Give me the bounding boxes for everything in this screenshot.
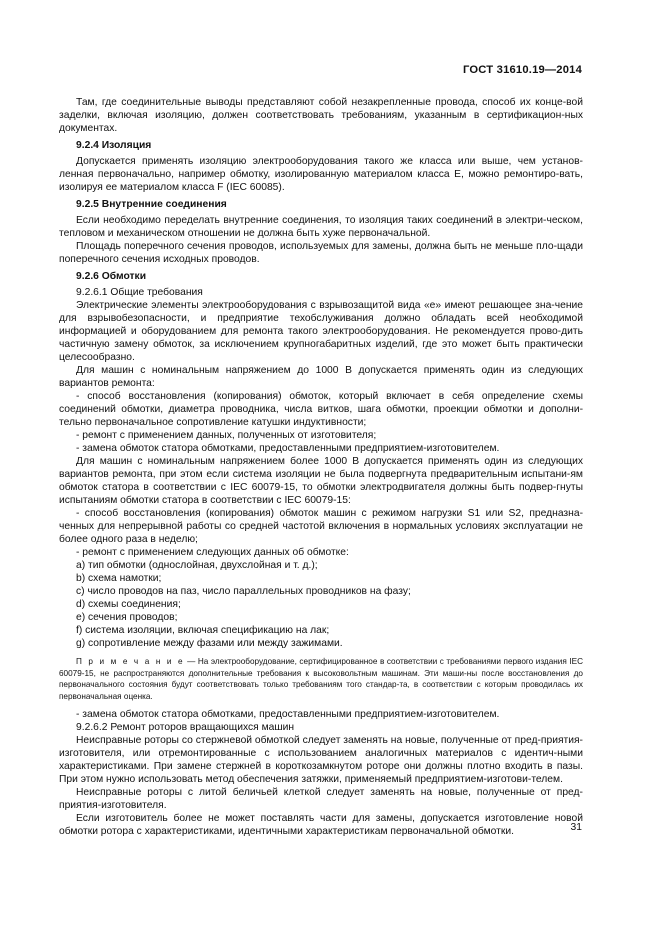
section-9-2-6-paragraph: Для машин с номинальным напряжением до 1000 В допускается применять один из следующих вариантов ремонта: <box>59 365 583 389</box>
subsection-9-2-6-1-title: 9.2.6.1 Общие требования <box>76 287 203 298</box>
list-item: - способ восстановления (копирования) обмоток машин с режимом нагрузки S1 или S2, предназна-ченных для непрерывной работы со средней частотой включения в нормальных условиях эксплуатации не более одного раза в неделю; <box>59 508 583 545</box>
list-item: - замена обмоток статора обмотками, предоставленными предприятием-изготовителем. <box>76 709 500 720</box>
section-9-2-6-2-paragraph: Если изготовитель более не может поставлять части для замены, допускается изготовление новой обмотки ротора с характеристиками, идентичными характеристикам первоначальной обмотки. <box>59 813 583 837</box>
section-9-2-6-paragraph: Для машин с номинальным напряжением более 1000 В допускается применять один из следующих вариантов ремонта, при этом если система изоляции не была подвергнута предварительным испытани-ям обмоток статора в соответствии с IEC 60079-15, то обмотки электродвигателя должны быть подвер-гнуты испытаниям обмотки статора в соответствии с IEC 60079-15: <box>59 456 583 506</box>
list-item: - ремонт с применением следующих данных об обмотке: <box>76 547 349 558</box>
section-9-2-6-paragraph: Электрические элементы электрооборудования с взрывозащитой вида «е» имеют решающее зна-чение для взрывобезопасности, и предприятие техобслуживания должно обладать всей необходимой информацией и оборудованием для ремонта такого электрооборудования. Не рекомендуется прово-дить частичную замену обмоток, за исключением крупногабаритных изделий, где это может быть практически целесообразно. <box>59 300 583 363</box>
note-text: — На электрооборудование, сертифицированное в соответствии с требованиями первого издания IEC 60079-15, не распространяются дополнительные требования к высоковольтным машинам. Эти маши-ны после восстановления до первоначального состояния будут соответствовать только требованиям того стандар-та, в соответствии с которым проводилась их первоначальная оценка. <box>59 657 583 701</box>
section-9-2-6-title: 9.2.6 Обмотки <box>76 271 147 282</box>
letter-item: f) система изоляции, включая спецификацию на лак; <box>76 625 330 636</box>
letter-item: g) сопротивление между фазами или между зажимами. <box>76 638 343 649</box>
section-9-2-5-title: 9.2.5 Внутренние соединения <box>76 199 227 210</box>
document-header: ГОСТ 31610.19—2014 <box>463 64 582 76</box>
section-9-2-4-title: 9.2.4 Изоляция <box>76 140 152 151</box>
letter-item: e) сечения проводов; <box>76 612 178 623</box>
letter-item: d) схемы соединения; <box>76 599 181 610</box>
section-9-2-4-text: Допускается применять изоляцию электрооборудования такого же класса или выше, чем установ-ленная первоначально, например обмотку, изолированную материалом класса E, можно ремонтиро-вать, изолируя ее материалом класса F (IEC 60085). <box>59 156 583 193</box>
note-label: П р и м е ч а н и е <box>76 657 185 666</box>
page-content <box>59 96 583 838</box>
note <box>59 656 583 702</box>
letter-item: c) число проводов на паз, число параллельных проводников на фазу; <box>76 586 411 597</box>
letter-item: a) тип обмотки (однослойная, двухслойная и т. д.); <box>76 560 318 571</box>
section-9-2-6-2-paragraph: Неисправные роторы со стержневой обмоткой следует заменять на новые, полученные от пред-приятия-изготовителя, или отремонтированные с использованием аналогичных материалов с идентич-ными характеристиками. При замене стержней в короткозамкнутом роторе они должны плотно входить в пазы. При этом нужно использовать метод обеспечения затяжки, применяемый предприятием-изготови-телем. <box>59 735 583 785</box>
list-item: - замена обмоток статора обмотками, предоставленными предприятием-изготовителем. <box>76 443 500 454</box>
section-9-2-5-paragraph: Площадь поперечного сечения проводов, используемых для замены, должна быть не меньше пло-щади поперечного сечения исходных проводов. <box>59 241 583 265</box>
list-item: - ремонт с применением данных, полученных от изготовителя; <box>76 430 377 441</box>
list-item: - способ восстановления (копирования) обмоток, который включает в себя определение схемы соединений обмотки, диаметра проводника, числа витков, шага обмотки, проекции обмотки и дополни-тельно первоначальное сопротивление катушки индуктивности; <box>59 391 583 428</box>
page-number: 31 <box>570 822 582 833</box>
intro-paragraph: Там, где соединительные выводы представляют собой незакрепленные провода, способ их конце-вой заделки, включая изоляцию, должен соответствовать требованиям, указанным в сертификацион-ных документах. <box>59 97 583 134</box>
section-9-2-5-paragraph: Если необходимо переделать внутренние соединения, то изоляция таких соединений в электри-ческом, тепловом и механическом отношении не должна быть хуже первоначальной. <box>59 215 583 239</box>
section-9-2-6-2-paragraph: Неисправные роторы с литой беличьей клеткой следует заменять на новые, полученные от пред-приятия-изготовителя. <box>59 787 583 811</box>
letter-item: b) схема намотки; <box>76 573 162 584</box>
subsection-9-2-6-2-title: 9.2.6.2 Ремонт роторов вращающихся машин <box>76 722 295 733</box>
